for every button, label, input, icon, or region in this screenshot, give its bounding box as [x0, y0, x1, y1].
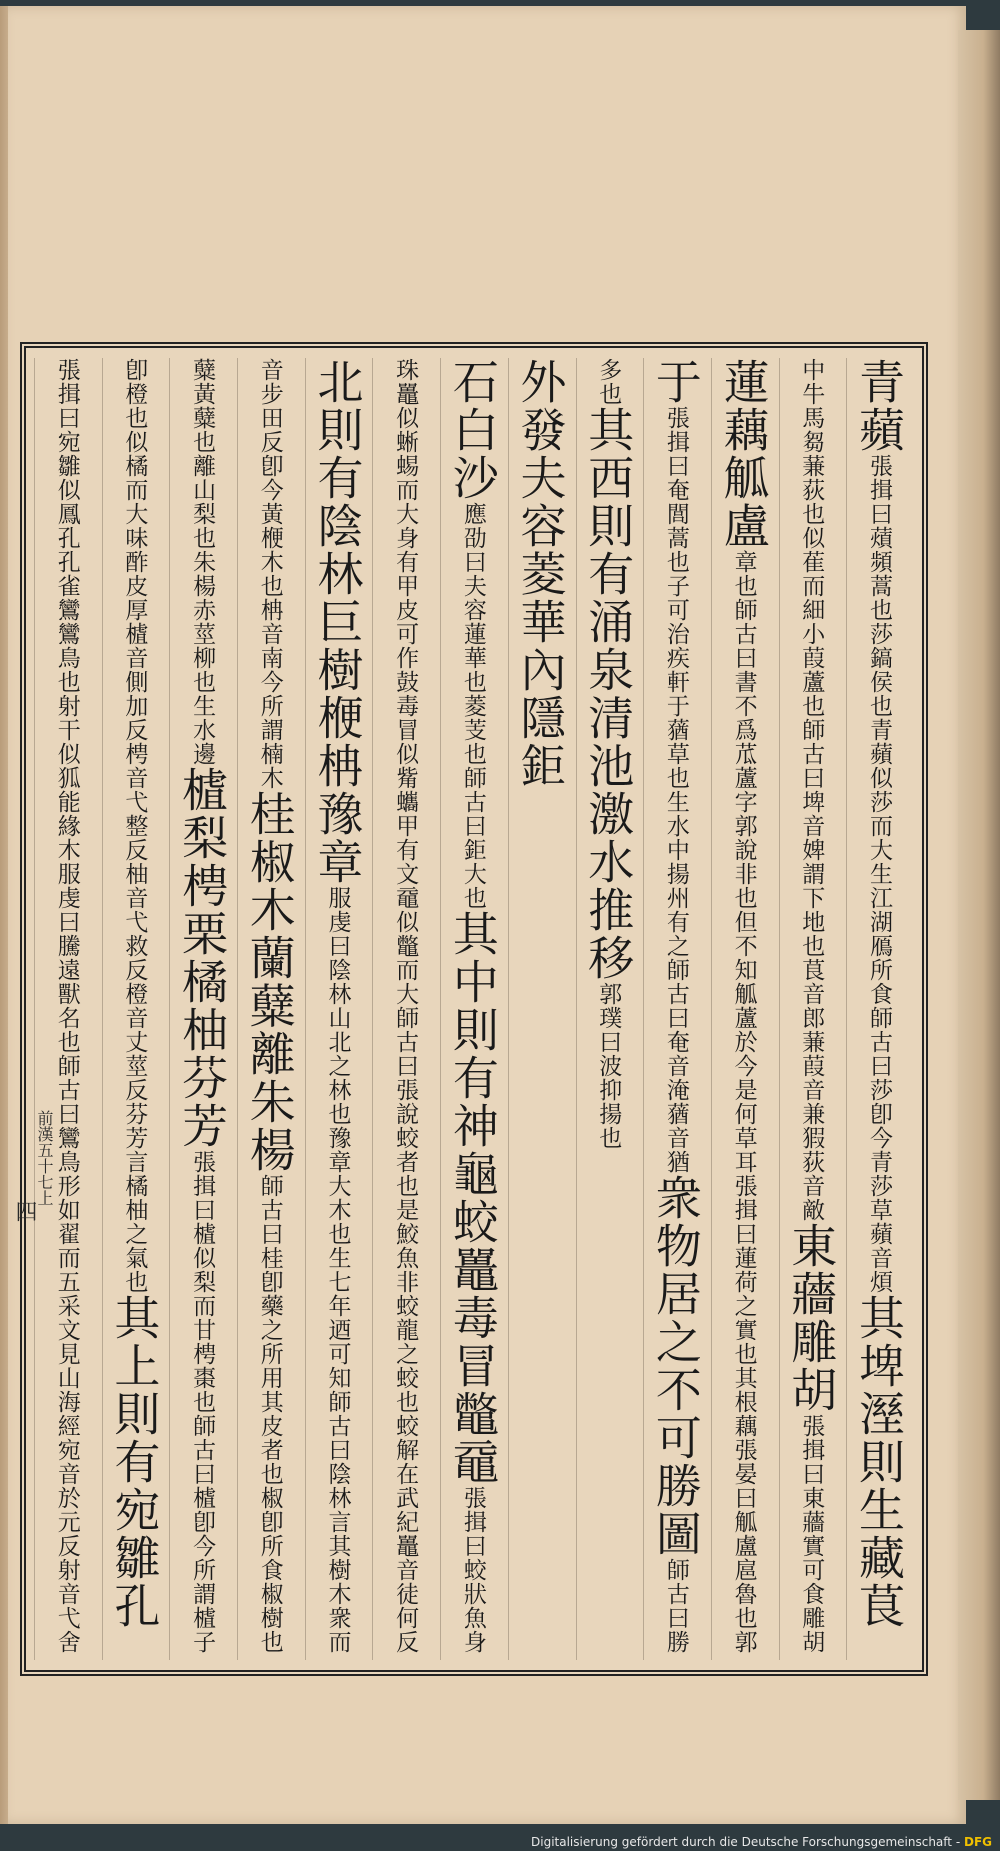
page-number: 四 — [12, 1200, 37, 1222]
next-page-edge — [958, 30, 1000, 1800]
text-column: 北則有陰林巨樹楩柟豫章服虔曰陰林山北之林也豫章大木也生七年迺可知師古曰陰林言其樹木衆而 — [305, 358, 373, 1660]
digitization-footer — [531, 1835, 992, 1849]
text-column: 石白沙應劭曰夫容蓮華也菱芰也師古曰鉅大也其中則有神龜蛟鼉毒冒鼈黿張揖曰蛟狀魚身 — [440, 358, 508, 1660]
text-columns — [34, 358, 914, 1660]
text-column: 蓮藕觚盧章也師古曰書不爲苽蘆字郭說非也但不知觚蘆於今是何草耳張揖曰蓮荷之實也其根藕張晏曰觚盧扈魯也郭 — [711, 358, 779, 1660]
text-column: 于張揖曰奄閭蒿也子可治疾軒于蕕草也生水中揚州有之師古曰奄音淹蕕音猶衆物居之不可勝圖師古曰勝 — [643, 358, 711, 1660]
text-column: 中牛馬芻蒹荻也似萑而細小葭蘆也師古曰埤音婢謂下地也茛音郎蒹葭音兼猳荻音敵東蘠雕胡張揖曰東蘠實可食雕胡 — [779, 358, 847, 1660]
dfg-logo: DFG — [963, 1835, 992, 1849]
text-column: 張揖曰宛雛似鳳孔孔雀鸞鸞鳥也射干似狐能緣木服虔曰騰遠獸名也師古曰鸞鳥形如翟而五采文見山海經宛音於元反射音弋舍 — [34, 358, 102, 1660]
text-column: 糵黃糵也離山梨也朱楊赤莖柳也生水邊樝梨梬栗橘柚芬芳張揖曰樝似梨而甘梬棗也師古曰樝卽今所謂樝子 — [169, 358, 237, 1660]
text-column: 珠鼉似蜥蜴而大身有甲皮可作鼓毒冒似觜蠵甲有文黿似鼈而大師古曰張說蛟者也是鮫魚非蛟龍之蛟也蛟解在武紀鼉音徒何反 — [372, 358, 440, 1660]
text-column: 青蘋張揖曰薠頻蒿也莎鎬侯也青蘋似莎而大生江湖鴈所食師古曰莎卽今青莎草蘋音煩其埤溼則生藏茛 — [846, 358, 914, 1660]
text-frame — [20, 342, 928, 1676]
text-column: 外發夫容菱華內隱鉅 — [508, 358, 576, 1660]
footer-text: Digitalisierung gefördert durch die Deutsche Forschungsgemeinschaft - — [531, 1835, 961, 1849]
text-column: 多也其西則有涌泉清池激水推移郭璞曰波抑揚也 — [576, 358, 644, 1660]
text-column: 卽橙也似橘而大味酢皮厚樝音側加反梬音弋整反柚音弋救反橙音丈莖反芬芳言橘柚之氣也其上則有宛雛孔 — [102, 358, 170, 1660]
margin-title: 前漢五十七上 四 — [12, 1110, 54, 1222]
text-column: 音步田反卽今黃楩木也柟音南今所謂楠木桂椒木蘭糵離朱楊師古曰桂卽藥之所用其皮者也椒卽所食椒樹也 — [237, 358, 305, 1660]
